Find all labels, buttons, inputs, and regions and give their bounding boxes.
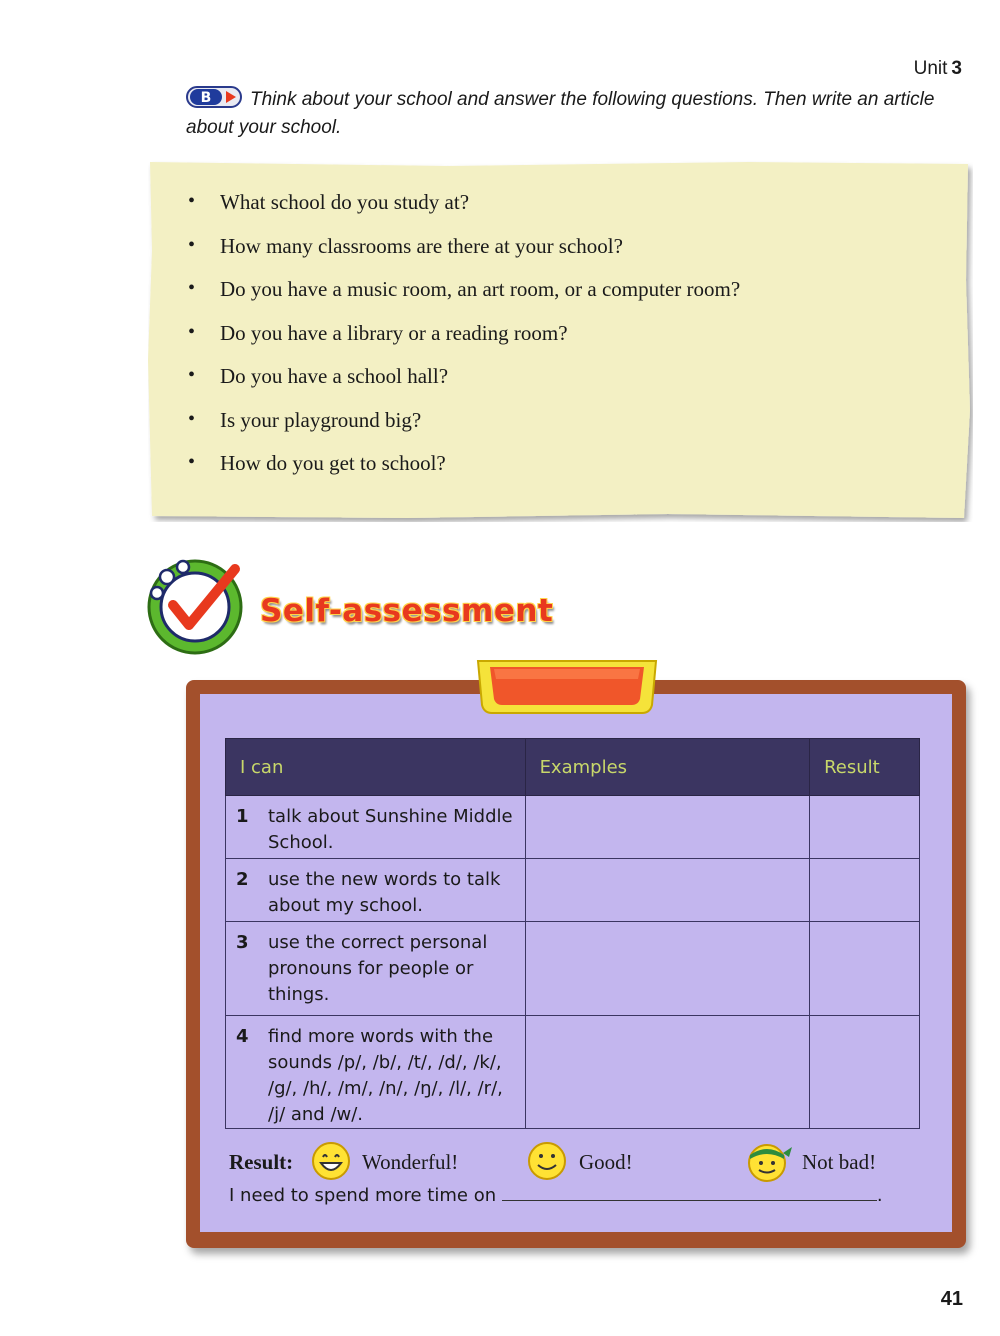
row-number: 3	[236, 932, 249, 953]
section-b-badge-icon	[186, 86, 242, 108]
result-cell	[810, 859, 920, 922]
row-text: talk about Sunshine Middle School.	[268, 806, 513, 853]
examples-cell	[525, 1016, 810, 1129]
big-smile-face-icon	[311, 1141, 351, 1181]
need-more-time-blank[interactable]	[502, 1182, 877, 1201]
examples-cell	[525, 922, 810, 1016]
unit-number: 3	[951, 58, 962, 79]
result-cell	[810, 796, 920, 859]
row-text: use the new words to talk about my school.	[268, 869, 501, 916]
question-item: • How do you get to school?	[188, 451, 446, 475]
self-assessment-title: Self-assessment	[260, 593, 554, 629]
bandana-face-icon	[745, 1139, 793, 1183]
column-header-result: Result	[810, 739, 920, 796]
result-cell	[810, 922, 920, 1016]
question-list	[188, 190, 740, 495]
examples-cell	[525, 859, 810, 922]
section-b-badge-letter: B	[200, 90, 212, 106]
need-more-time-line: I need to spend more time on .	[229, 1182, 883, 1206]
examples-cell	[525, 796, 810, 859]
row-text: use the correct personal pronouns for people or things.	[268, 932, 488, 1005]
question-item: • How many classrooms are there at your school?	[188, 233, 623, 258]
table-row	[226, 1016, 920, 1129]
question-item: • What school do you study at?	[188, 190, 470, 214]
result-wonderful: Wonderful!	[362, 1150, 459, 1174]
table-row	[226, 859, 920, 922]
section-b-instruction	[186, 86, 966, 142]
table-header-row	[226, 739, 920, 796]
row-number: 1	[236, 806, 249, 827]
checkmark-clock-icon	[143, 555, 248, 655]
result-good: Good!	[579, 1150, 633, 1174]
self-assessment-table	[225, 738, 920, 1129]
question-item: • Do you have a library or a reading room?	[188, 320, 568, 345]
table-row	[226, 922, 920, 1016]
table-row	[226, 796, 920, 859]
question-item: • Is your playground big?	[188, 407, 422, 432]
smile-face-icon	[527, 1141, 567, 1181]
page-number: 41	[940, 1288, 963, 1310]
unit-label: Unit 3	[913, 58, 962, 79]
instruction-text: Think about your school and answer the following questions. Then write an article about your school.	[186, 89, 935, 138]
question-item: • Do you have a school hall?	[188, 364, 449, 388]
column-header-examples: Examples	[525, 739, 810, 796]
result-not-bad: Not bad!	[802, 1150, 877, 1174]
row-number: 4	[236, 1026, 249, 1047]
row-text: find more words with the sounds /p/, /b/, /t/, /d/, /k/, /g/, /h/, /m/, /n/, /ŋ/, /l/, /r/, /j/ and /w/.	[268, 1026, 503, 1125]
question-item: • Do you have a music room, an art room, or a computer room?	[188, 277, 741, 301]
result-cell	[810, 1016, 920, 1129]
result-label: Result:	[229, 1150, 294, 1174]
row-number: 2	[236, 869, 249, 890]
board-clip-icon	[472, 655, 662, 717]
column-header-i-can: I can	[226, 739, 526, 796]
